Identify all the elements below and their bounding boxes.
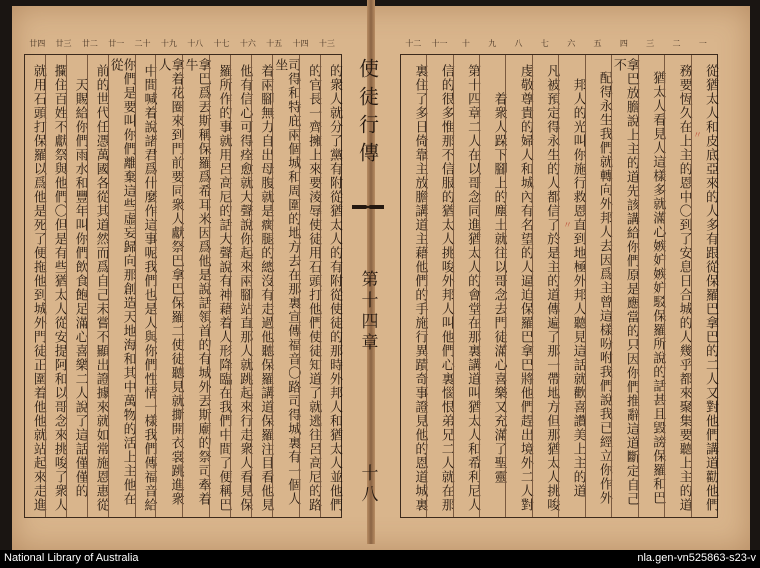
verse-number: 二 xyxy=(672,39,681,48)
text-column: 天賜給你們雨水和豐年叫你們飲食飽足滿心喜樂二人說了這話僅僅的 xyxy=(66,55,87,517)
text-column: 從猶太人和皮底亞來的人多有跟從保羅巴拿巴的二人又對他們講道勸他們 xyxy=(691,55,717,517)
verse-number: 十二 xyxy=(405,39,422,48)
verse-number: 三 xyxy=(646,39,655,48)
verse-number-row-left xyxy=(24,38,340,52)
verse-number: 十八 xyxy=(187,39,204,48)
text-column: 配得永生我們就轉向外邦人去因爲主曾這樣吩咐我們說我已經立你作外 xyxy=(585,55,611,517)
verse-number: 十七 xyxy=(213,39,230,48)
footer-library-name: National Library of Australia xyxy=(4,552,139,564)
left-page-columns xyxy=(25,55,341,517)
text-column: 拿巴爲丟斯稱保羅爲希耳米因爲他是說話領首的有城外丟斯廟的祭司牽着牛 xyxy=(182,55,209,517)
verse-number: 十九 xyxy=(160,39,177,48)
verse-number: 九 xyxy=(488,39,497,48)
text-column: 中間喊着說諸君爲什麼作這事呢我們也是人與你們性情一樣我們傳福音給 xyxy=(135,55,156,517)
text-column: 的衆人就分了黨有附從猶太人的有附從使徒的那時外邦人和猶太人並他們 xyxy=(320,55,341,517)
footer-bar xyxy=(0,550,760,568)
text-column: 司得和特庇兩個城和周圍的地方去在那裏宣傳福音〇路司得城裏有一個人坐 xyxy=(272,55,299,517)
book-title: 使徒行傳 xyxy=(355,58,380,170)
footer-item-id: nla.gen-vn525863-s23-v xyxy=(637,552,756,564)
verse-number: 十四 xyxy=(292,39,309,48)
text-column: 拿巴放膽說上主的道先該講給你們原是應當的只因你們推辭這道斷定自己不 xyxy=(611,55,638,517)
verse-number: 十一 xyxy=(431,39,448,48)
red-annotation-mark: 〃 xyxy=(691,130,701,139)
verse-number: 十五 xyxy=(266,39,283,48)
verse-number: 六 xyxy=(567,39,576,48)
text-column: 務要恆久在上主的恩中〇到了安息日合城的人幾乎都來聚集要聽上主的道 xyxy=(664,55,690,517)
text-column: 你們是要叫你們離棄這些虛妄歸向那創造天地海和其中萬物的活上主他在從 xyxy=(108,55,135,517)
verse-number: 五 xyxy=(593,39,602,48)
center-banner xyxy=(344,54,392,516)
verse-number: 四 xyxy=(619,39,628,48)
red-annotation-mark: 〃 xyxy=(561,220,571,229)
right-page-columns xyxy=(401,55,717,517)
text-column: 虔敬尊貴的婦人和城內有名望的人逼迫保羅巴拿巴將他們趕出境外二人對 xyxy=(505,55,531,517)
text-column: 拿着花圈來到門前要同衆人獻祭巴拿巴保羅二使徒聽見就撕開衣裳跳進衆人 xyxy=(155,55,182,517)
text-column: 羅所作的事就用呂高尼的話大聲說有神藉着人形降臨在我們中間了便稱巴 xyxy=(209,55,230,517)
verse-number: 七 xyxy=(540,39,549,48)
text-column: 着衆人跺下腳上的塵土就往以哥念去門徒滿心喜樂又充滿了聖靈 xyxy=(479,55,505,517)
verse-number: 廿四 xyxy=(29,39,46,48)
verse-number: 廿一 xyxy=(108,39,125,48)
verse-number: 十三 xyxy=(318,39,335,48)
text-column: 前的世代任憑萬國各從其道然而爲自己未嘗不顯出證據來就如常施恩惠從 xyxy=(87,55,108,517)
verse-number: 八 xyxy=(514,39,523,48)
verse-number: 一 xyxy=(698,39,707,48)
text-column: 信的很多惟那不信服的猶太人挑唆外邦人叫他們心裏惱恨弟兄二人就在那 xyxy=(426,55,452,517)
verse-number: 廿二 xyxy=(81,39,98,48)
verse-number-row-right xyxy=(400,38,716,52)
text-column: 攔住百姓不獻祭與他們〇但是有些猶太人從安提阿和以哥念來挑唆了衆人 xyxy=(45,55,66,517)
fish-tail-ornament-icon xyxy=(352,198,384,216)
text-column: 猶太人看見人這樣多就滿心嫉妒嫉妒駁保羅所說的話甚且毀謗保羅和巴 xyxy=(638,55,664,517)
text-column: 就用石頭打保羅以爲他是死了便拖他到城外門徒正圍着他他就站起來走進 xyxy=(30,63,46,512)
verse-number: 廿三 xyxy=(55,39,72,48)
text-column: 邦人的光叫你施行救恩直到地極外邦人聽見這話就歡喜讚美上主的道 xyxy=(558,55,584,517)
verse-number: 十六 xyxy=(239,39,256,48)
left-page xyxy=(24,54,342,518)
page-number: 十八 xyxy=(357,464,378,506)
text-column: 的官長一齊擁上來要淩辱使徒用石頭打他們使徒知道了就逃往呂高尼的路 xyxy=(299,55,320,517)
text-column: 凡被預定得永生的人都信了於是主的道傳遍了那一帶地方但那猶太人挑唆 xyxy=(532,55,558,517)
text-column: 第十四章二人在以哥念同進猶太人的會堂在那裏講道叫猶太人和希利尼人 xyxy=(453,55,479,517)
text-column: 着兩腳無力自出母腹就是瘸腿的總沒有走過他聽保羅講道保羅注目看他見 xyxy=(251,55,272,517)
verse-number: 二十 xyxy=(134,39,151,48)
right-page xyxy=(400,54,718,518)
text-column: 他有信心可得痊愈就大聲說你起來兩腳站直那人就跳起來行走衆人看見保 xyxy=(230,55,251,517)
verse-number: 十 xyxy=(461,39,470,48)
text-column: 裏住了多日倚靠主放膽講道主藉他們的手施行異蹟奇事證見他的恩道城裏 xyxy=(412,63,428,512)
chapter-label: 第十四章 xyxy=(357,270,378,354)
